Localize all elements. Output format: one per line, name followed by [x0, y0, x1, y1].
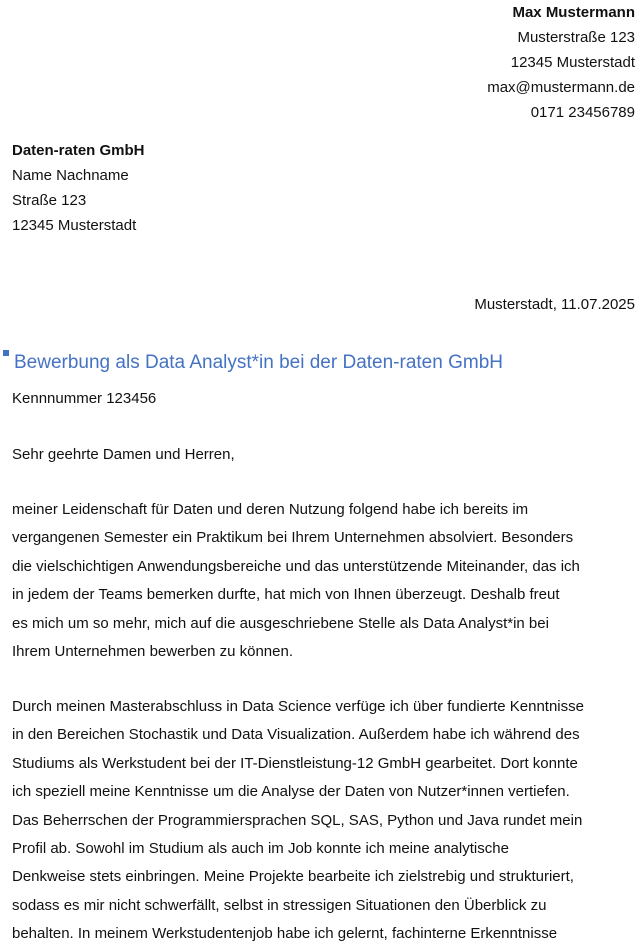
paragraph-line: es mich um so mehr, mich auf die ausgeschriebene Stelle als Data Analyst*in bei [12, 614, 549, 632]
recipient-street: Straße 123 [12, 192, 87, 209]
letter-date: Musterstadt, 11.07.2025 [474, 296, 635, 313]
paragraph-line: in jedem der Teams bemerken durfte, hat mich von Ihnen überzeugt. Deshalb freut [12, 586, 560, 604]
reference-number: Kennnummer 123456 [12, 390, 157, 407]
paragraph-line: Das Beherrschen der Programmiersprachen SQL, SAS, Python und Java rundet mein [12, 811, 583, 829]
sender-email: max@mustermann.de [487, 79, 635, 96]
sender-city: 12345 Musterstadt [510, 54, 635, 71]
paragraph-line: vergangenen Semester ein Praktikum bei Ihrem Unternehmen absolviert. Besonders [12, 529, 574, 547]
paragraph-line: Studiums als Werkstudent bei der IT-Dienstleistung-12 GmbH gearbeitet. Dort konnte [12, 754, 578, 772]
paragraph-1 [12, 496, 580, 666]
letter-subject: Bewerbung als Data Analyst*in bei der Daten-raten GmbH [14, 352, 503, 373]
paragraph-line: die vielschichtigen Anwendungsbereiche und das unterstützende Miteinander, das ich [12, 557, 580, 575]
paragraph-line: Profil ab. Sowohl im Studium als auch im Job konnte ich meine analytische [12, 840, 509, 858]
recipient-address-block [12, 138, 145, 238]
paragraph-line: Durch meinen Masterabschluss in Data Science verfüge ich über fundierte Kenntnisse [12, 698, 584, 715]
salutation: Sehr geehrte Damen und Herren, [12, 446, 235, 463]
paragraph-line: meiner Leidenschaft für Daten und deren Nutzung folgend habe ich bereits im [12, 501, 529, 518]
paragraph-line: in den Bereichen Stochastik und Data Visualization. Außerdem habe ich während des [12, 726, 580, 744]
sender-street: Musterstraße 123 [517, 29, 635, 46]
recipient-company: Daten-raten GmbH [12, 142, 145, 159]
sender-address-block [487, 0, 635, 125]
sender-phone: 0171 23456789 [530, 104, 635, 121]
paragraph-2 [12, 693, 584, 949]
paragraph-line: sodass es mir nicht schwerfällt, selbst in stressigen Situationen den Überblick zu [12, 896, 547, 914]
paragraph-line: Ihrem Unternehmen bewerben zu können. [12, 643, 294, 661]
paragraph-line: ich speziell meine Kenntnisse um die Analyse der Daten von Nutzer*innen vertiefen. [12, 783, 570, 801]
recipient-city: 12345 Musterstadt [12, 217, 137, 234]
heading-marker-icon [3, 350, 9, 356]
recipient-contact: Name Nachname [12, 167, 129, 184]
sender-name: Max Mustermann [512, 4, 635, 21]
paragraph-line: Denkweise stets einbringen. Meine Projekte bearbeite ich zielstrebig und strukturiert, [12, 868, 574, 886]
paragraph-line: behalten. In meinem Werkstudentenjob habe ich gelernt, fachinterne Erkenntnisse [12, 925, 558, 943]
